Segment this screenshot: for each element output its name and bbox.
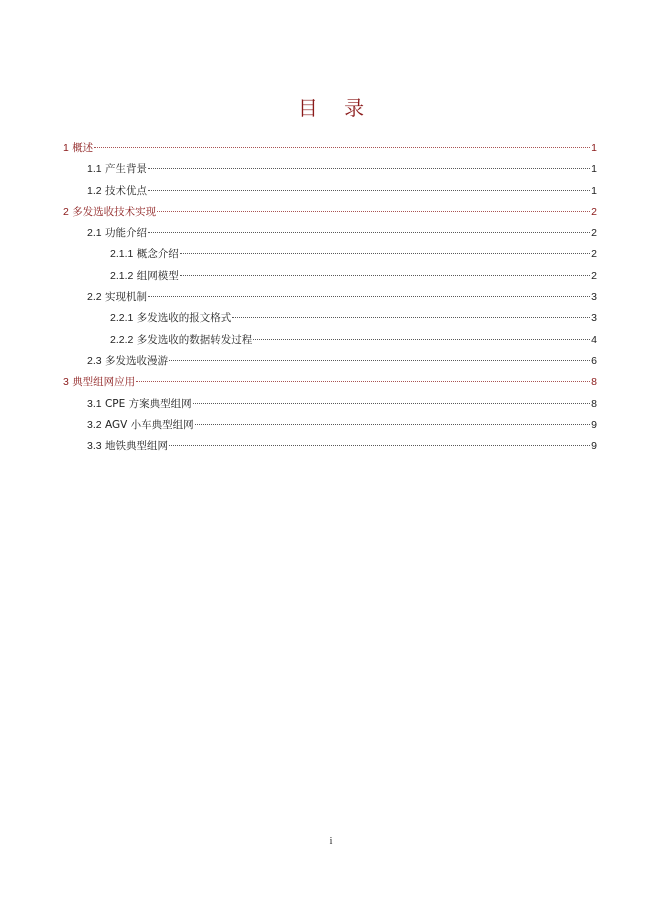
toc-entry-number: 2 <box>63 205 69 218</box>
table-of-contents <box>63 138 597 457</box>
toc-dot-leader <box>148 189 590 191</box>
toc-dot-leader <box>180 252 590 254</box>
toc-entry[interactable] <box>63 138 597 159</box>
toc-entry[interactable] <box>63 181 597 202</box>
toc-entry-text: 功能介绍 <box>104 227 147 240</box>
toc-entry-number: 2.3 <box>87 354 102 367</box>
toc-entry[interactable] <box>63 436 597 457</box>
toc-dot-leader <box>169 359 590 361</box>
toc-entry-number: 2.2.2 <box>110 333 134 346</box>
page-number-footer: i <box>329 836 333 847</box>
toc-entry-text: 多发选收漫游 <box>104 354 168 367</box>
toc-entry[interactable] <box>63 394 597 415</box>
toc-entry[interactable] <box>63 202 597 223</box>
toc-entry[interactable] <box>63 266 597 287</box>
toc-entry-text: 产生背景 <box>104 163 147 176</box>
toc-entry-number: 2.1.2 <box>110 269 134 282</box>
toc-entry[interactable] <box>63 308 597 329</box>
toc-entry-text: AGV 小车典型组网 <box>104 418 194 431</box>
toc-dot-leader <box>232 316 590 318</box>
toc-entry-text: 技术优点 <box>104 184 147 197</box>
toc-entry-number: 3.2 <box>87 418 102 431</box>
toc-entry-number: 2.2 <box>87 291 102 304</box>
toc-entry[interactable] <box>63 372 597 393</box>
toc-entry-number: 2.1 <box>87 227 102 240</box>
toc-entry-page: 4 <box>591 333 597 346</box>
page-title: 目 录 <box>297 96 375 120</box>
toc-dot-leader <box>136 380 590 382</box>
toc-entry[interactable] <box>63 330 597 351</box>
toc-dot-leader <box>148 295 590 297</box>
toc-entry[interactable] <box>63 415 597 436</box>
toc-entry-page: 2 <box>591 269 597 282</box>
toc-dot-leader <box>193 402 591 404</box>
toc-entry[interactable] <box>63 159 597 180</box>
toc-entry-page: 2 <box>591 248 597 261</box>
toc-entry-number: 1.1 <box>87 163 102 176</box>
toc-entry-text: 多发选收技术实现 <box>72 205 157 218</box>
toc-entry-page: 9 <box>591 440 597 453</box>
toc-entry-page: 8 <box>591 397 597 410</box>
toc-dot-leader <box>148 231 590 233</box>
toc-entry[interactable] <box>63 244 597 265</box>
toc-entry-page: 3 <box>591 291 597 304</box>
toc-entry-text: 地铁典型组网 <box>104 440 168 453</box>
toc-entry-page: 1 <box>591 184 597 197</box>
toc-entry-page: 2 <box>591 205 597 218</box>
toc-dot-leader <box>94 146 590 148</box>
toc-entry-page: 9 <box>591 418 597 431</box>
toc-dot-leader <box>169 444 590 446</box>
toc-entry-text: CPE 方案典型组网 <box>104 397 192 410</box>
toc-entry-number: 2.1.1 <box>110 248 134 261</box>
toc-entry[interactable] <box>63 223 597 244</box>
toc-entry-number: 3.1 <box>87 397 102 410</box>
toc-entry-text: 典型组网应用 <box>72 376 136 389</box>
toc-dot-leader <box>253 338 590 340</box>
toc-entry-text: 多发选收的报文格式 <box>136 312 232 325</box>
toc-dot-leader <box>148 167 590 169</box>
toc-entry-page: 3 <box>591 312 597 325</box>
toc-entry-number: 3.3 <box>87 440 102 453</box>
toc-entry-number: 2.2.1 <box>110 312 134 325</box>
toc-entry[interactable] <box>63 351 597 372</box>
toc-dot-leader <box>157 210 590 212</box>
toc-entry-text: 组网模型 <box>136 269 179 282</box>
toc-entry-page: 6 <box>591 354 597 367</box>
toc-entry-number: 1 <box>63 142 69 154</box>
toc-entry[interactable] <box>63 287 597 308</box>
toc-entry-number: 3 <box>63 376 69 389</box>
toc-entry-text: 概念介绍 <box>136 248 179 261</box>
toc-entry-text: 概述 <box>72 142 94 154</box>
toc-entry-text: 多发选收的数据转发过程 <box>136 333 253 346</box>
toc-dot-leader <box>195 423 591 425</box>
toc-entry-page: 2 <box>591 227 597 240</box>
toc-entry-number: 1.2 <box>87 184 102 197</box>
toc-entry-text: 实现机制 <box>104 291 147 304</box>
toc-entry-page: 8 <box>591 376 597 389</box>
toc-entry-page: 1 <box>591 142 597 154</box>
toc-entry-page: 1 <box>591 163 597 176</box>
toc-dot-leader <box>180 274 590 276</box>
